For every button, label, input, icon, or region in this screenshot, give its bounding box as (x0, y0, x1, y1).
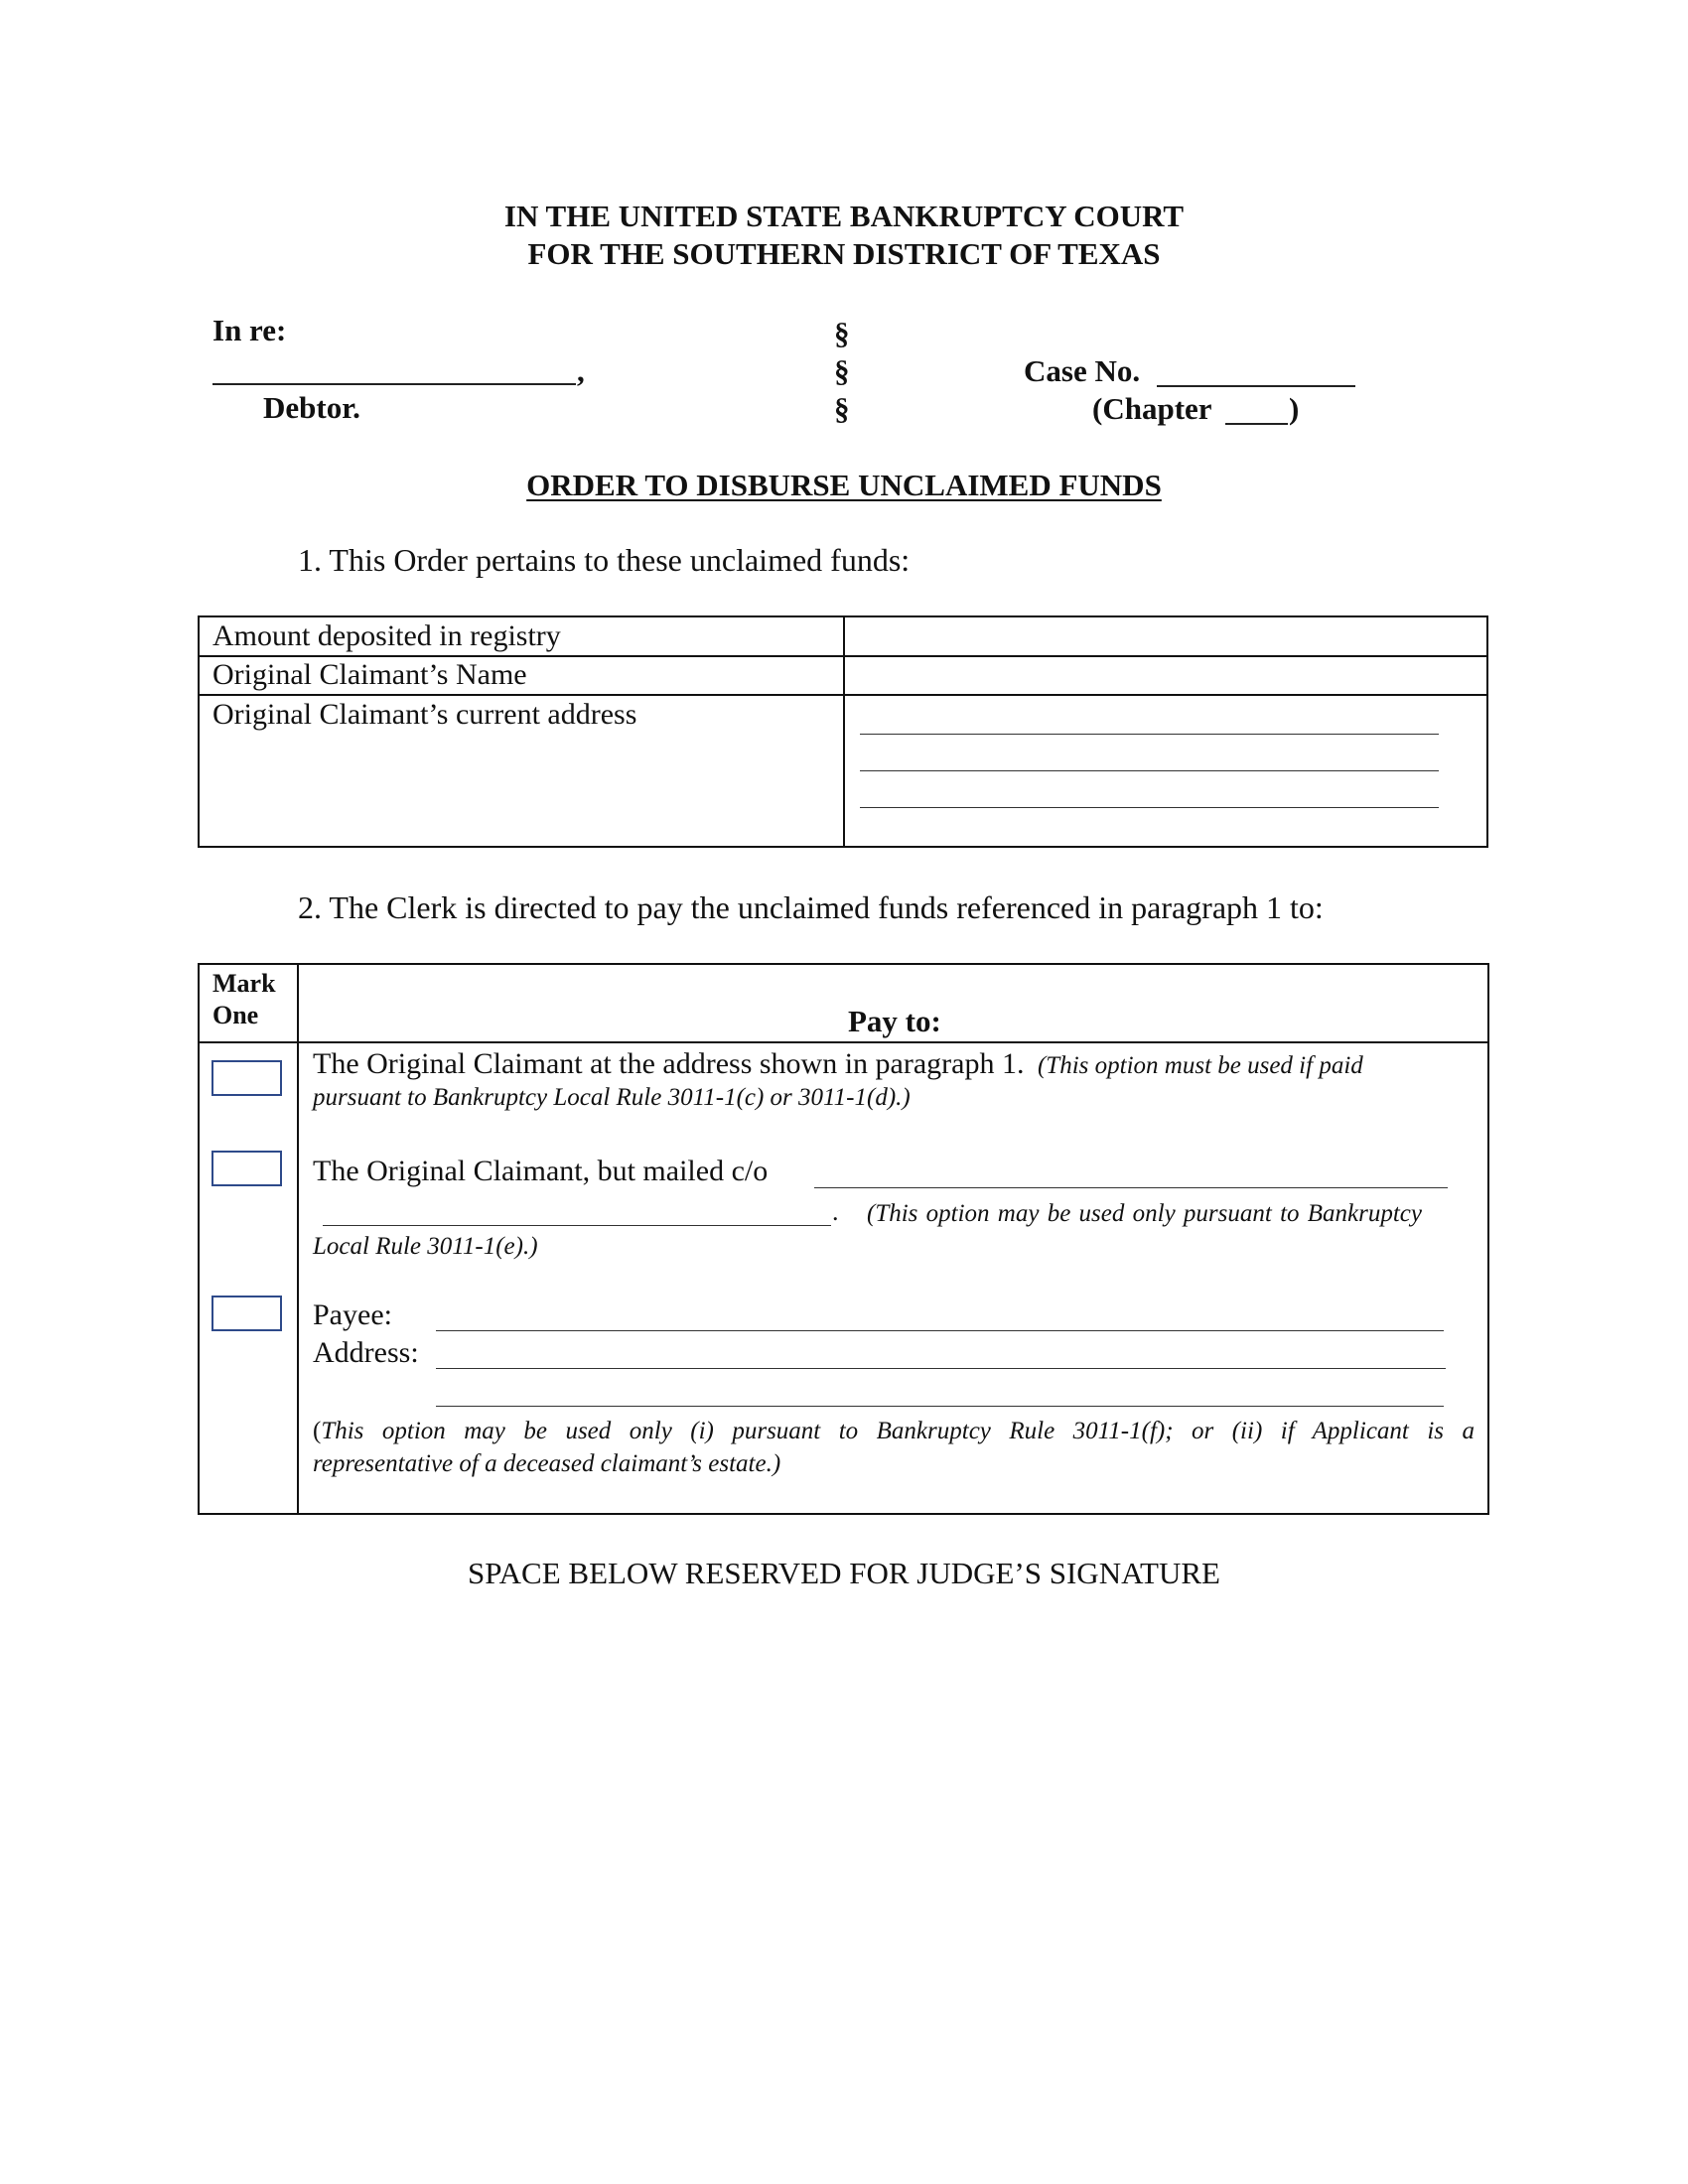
option-2-note-cont: Local Rule 3011-1(e).) (313, 1233, 538, 1260)
option-1-checkbox[interactable] (211, 1060, 282, 1096)
option-2-period: . (832, 1197, 839, 1226)
payee-address-line-2[interactable] (436, 1406, 1444, 1407)
chapter-close: ) (1289, 391, 1300, 426)
option-2-label: The Original Claimant, but mailed c/o (313, 1155, 769, 1187)
section-symbol: § (834, 391, 850, 426)
option-3-note (313, 1418, 1475, 1445)
section-symbol: § (834, 316, 850, 350)
debtor-label: Debtor. (263, 390, 360, 425)
option-1-label: The Original Claimant at the address shown in paragraph 1. (313, 1047, 1025, 1080)
column-divider (843, 617, 845, 846)
order-title (0, 468, 1688, 503)
option-3-note-open: ( (313, 1418, 322, 1444)
option-1-note-cont: pursuant to Bankruptcy Local Rule 3011-1(c) or 3011-1(d).) (313, 1084, 911, 1111)
row-divider (200, 655, 1486, 657)
option-2-checkbox[interactable] (211, 1151, 282, 1186)
claimant-name-label: Original Claimant’s Name (212, 658, 527, 691)
pay-to-header: Pay to: (848, 1004, 941, 1038)
address-line-3[interactable] (860, 807, 1439, 808)
header-divider (200, 1041, 1487, 1043)
row-divider (200, 694, 1486, 696)
chapter-line[interactable] (1225, 423, 1288, 425)
payee-label: Payee: (313, 1298, 392, 1331)
paragraph-2: 2. The Clerk is directed to pay the unclaimed funds referenced in paragraph 1 to: (298, 889, 1324, 925)
care-of-line[interactable] (814, 1187, 1448, 1188)
option-3-checkbox[interactable] (211, 1296, 282, 1331)
unclaimed-funds-table (198, 615, 1488, 848)
option-3-note-cont: representative of a deceased claimant’s estate.) (313, 1450, 781, 1477)
paragraph-1: 1. This Order pertains to these unclaimed funds: (298, 542, 911, 578)
amount-label: Amount deposited in registry (212, 619, 561, 652)
case-no-line[interactable] (1157, 385, 1355, 387)
court-district: FOR THE SOUTHERN DISTRICT OF TEXAS (527, 236, 1161, 271)
mark-one-line: One (212, 1001, 259, 1029)
caption-comma: , (577, 353, 585, 388)
care-of-line-2[interactable] (323, 1225, 831, 1226)
address-line-1[interactable] (860, 734, 1439, 735)
claimant-address-label: Original Claimant’s current address (212, 698, 637, 731)
judge-signature-note: SPACE BELOW RESERVED FOR JUDGE’S SIGNATURE (468, 1556, 1220, 1590)
in-re-label: In re: (212, 313, 287, 347)
column-divider (297, 965, 299, 1513)
case-no-label: Case No. (1024, 353, 1141, 388)
claimant-name-field[interactable] (847, 658, 1482, 692)
option-3-note-text: This option may be used only (i) pursuant to Bankruptcy Rule 3011-1(f); or (ii) if Applicant is a (321, 1418, 1475, 1444)
pay-to-table (198, 963, 1489, 1515)
court-name: IN THE UNITED STATE BANKRUPTCY COURT (503, 199, 1185, 233)
mark-one-line: Mark (212, 969, 276, 998)
address-line-2[interactable] (860, 770, 1439, 771)
chapter-label: (Chapter (1092, 391, 1212, 426)
address-label: Address: (313, 1336, 419, 1369)
option-2-note: (This option may be used only pursuant to Bankruptcy (867, 1200, 1422, 1227)
section-symbol: § (834, 353, 850, 388)
amount-field[interactable] (847, 619, 1482, 653)
option-1-note: (This option must be used if paid (1037, 1052, 1363, 1079)
option-1-text (313, 1047, 1475, 1081)
payee-address-line-1[interactable] (436, 1368, 1446, 1369)
debtor-name-line[interactable] (212, 383, 576, 385)
payee-line[interactable] (436, 1330, 1444, 1331)
mark-one-header (212, 968, 276, 1031)
order-title-text: ORDER TO DISBURSE UNCLAIMED FUNDS (526, 468, 1162, 502)
judge-signature-area[interactable] (198, 1608, 1489, 2005)
